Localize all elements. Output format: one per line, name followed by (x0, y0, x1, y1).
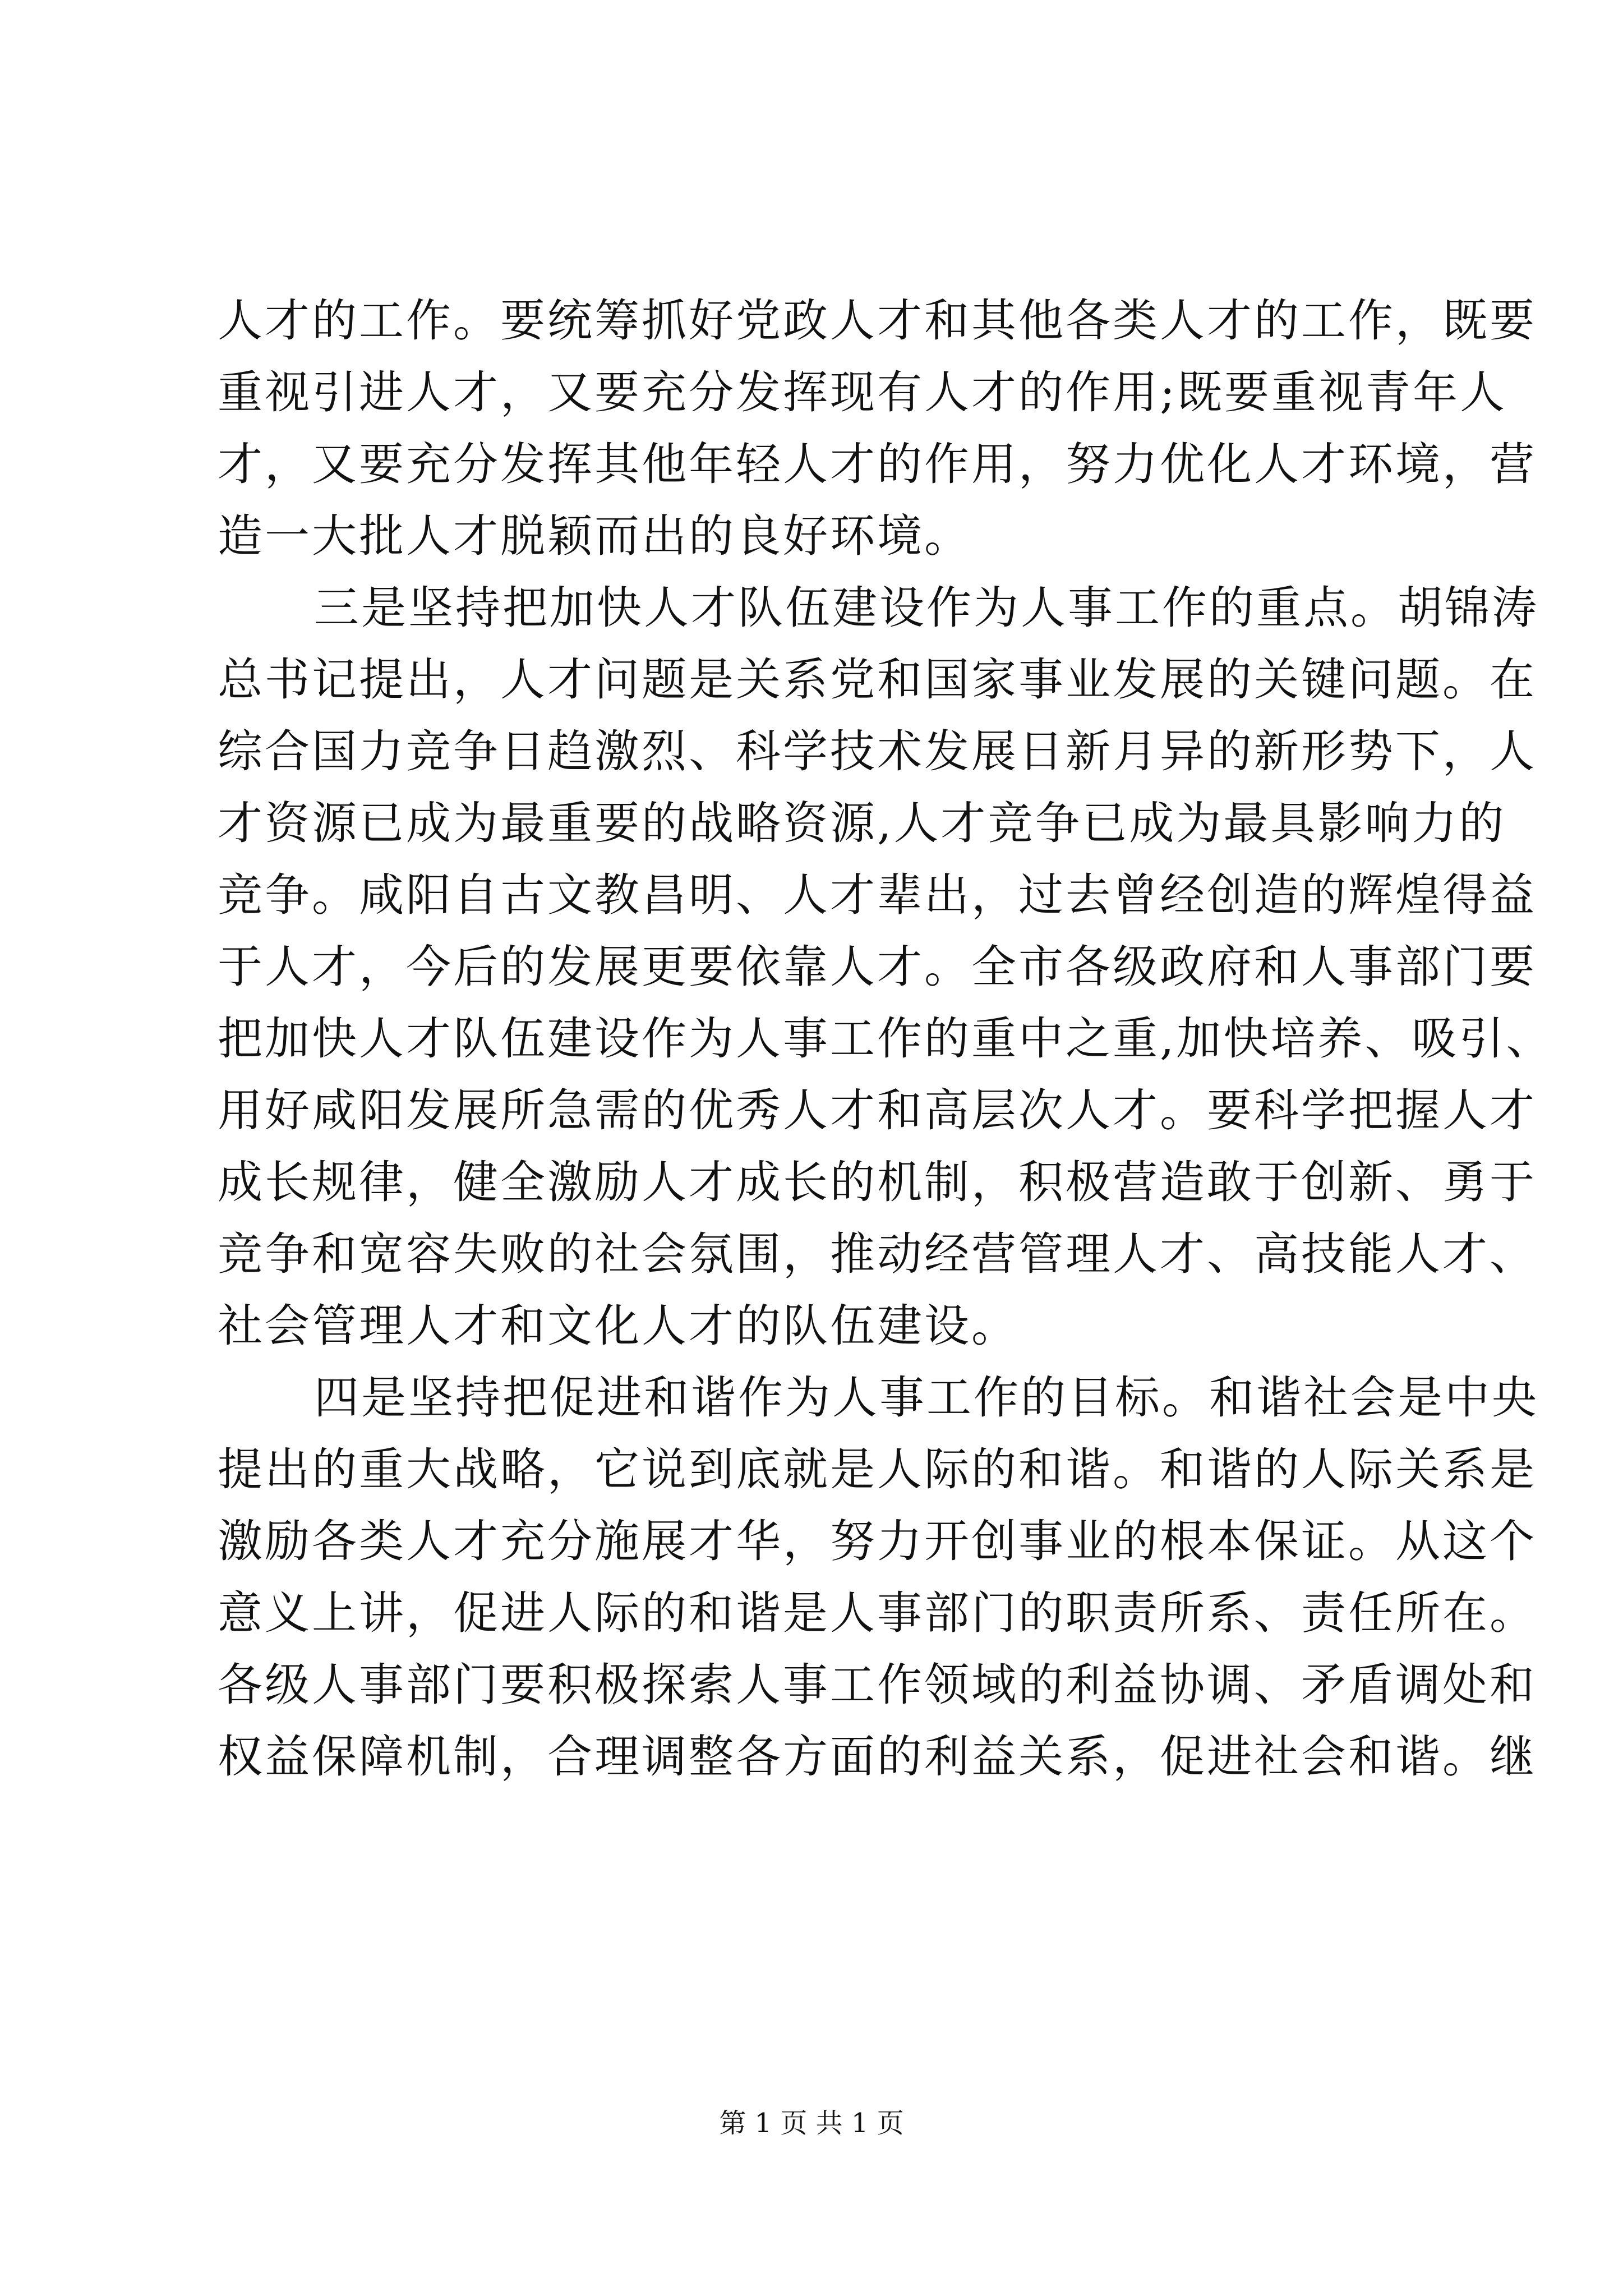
text-line: 权益保障机制，合理调整各方面的利益关系，促进社会和谐。继 (218, 1731, 1537, 1783)
text-line: 造一大批人才脱颖而出的良好环境。 (218, 510, 971, 562)
text-line: 人才的工作。要统筹抓好党政人才和其他各类人才的工作，既要 (218, 295, 1537, 347)
text-line: 重视引进人才，又要充分发挥现有人才的作用;既要重视青年人 (218, 366, 1507, 418)
text-line: 用好咸阳发展所急需的优秀人才和高层次人才。要科学把握人才 (218, 1084, 1537, 1137)
text-line: 意义上讲，促进人际的和谐是人事部门的职责所系、责任所在。 (218, 1587, 1537, 1639)
text-line: 激励各类人才充分施展才华，努力开创事业的根本保证。从这个 (218, 1515, 1537, 1567)
text-line: 总书记提出，人才问题是关系党和国家事业发展的关键问题。在 (218, 654, 1537, 706)
document-body (218, 285, 1553, 1793)
text-line: 综合国力竞争日趋激烈、科学技术发展日新月异的新形势下，人 (218, 725, 1537, 777)
text-line: 竞争和宽容失败的社会氛围，推动经营管理人才、高技能人才、 (218, 1228, 1537, 1280)
paragraph-start-line: 三是坚持把加快人才队伍建设作为人事工作的重点。胡锦涛 (314, 582, 1539, 634)
text-line: 才资源已成为最重要的战略资源,人才竞争已成为最具影响力的 (218, 797, 1506, 849)
paragraph-start-line: 四是坚持把促进和谐作为人事工作的目标。和谐社会是中央 (314, 1372, 1539, 1424)
text-line: 才，又要充分发挥其他年轻人才的作用，努力优化人才环境，营 (218, 438, 1537, 490)
text-line: 社会管理人才和文化人才的队伍建设。 (218, 1300, 1018, 1352)
text-line: 把加快人才队伍建设作为人事工作的重中之重,加快培养、吸引、 (218, 1013, 1553, 1065)
text-line: 提出的重大战略，它说到底就是人际的和谐。和谐的人际关系是 (218, 1443, 1537, 1496)
page-number-label: 第 1 页 共 1 页 (719, 2108, 904, 2139)
text-line: 各级人事部门要积极探索人事工作领域的利益协调、矛盾调处和 (218, 1659, 1537, 1711)
text-line: 于人才，今后的发展更要依靠人才。全市各级政府和人事部门要 (218, 941, 1537, 993)
text-line: 竞争。咸阳自古文教昌明、人才辈出，过去曾经创造的辉煌得益 (218, 869, 1537, 921)
text-line: 成长规律，健全激励人才成长的机制，积极营造敢于创新、勇于 (218, 1156, 1537, 1208)
page-footer (0, 2101, 1623, 2140)
